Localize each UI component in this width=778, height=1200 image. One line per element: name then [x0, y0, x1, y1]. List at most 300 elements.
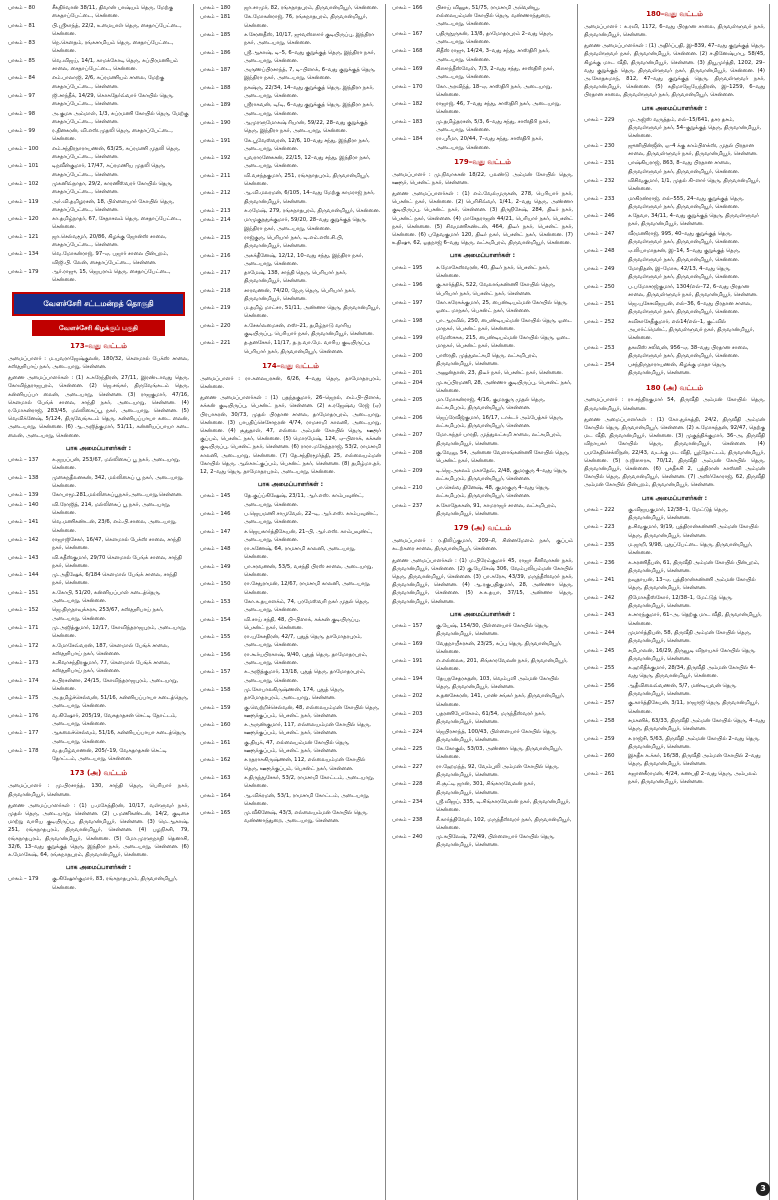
member-details: மு.கபிலேஷ், 72/49, பிள்ளையார் கோயில் தெரு, திருவான்மியூர், சென்னை. [436, 834, 555, 849]
part-number: பாகம் – 260 [584, 753, 615, 760]
part-number: பாகம் – 84 [8, 75, 36, 82]
list-item [584, 594, 765, 610]
part-number: பாகம் – 258 [584, 718, 615, 724]
list-item [392, 675, 573, 691]
member-details: தசுவிஸ் சலிவன், 956–ஏ, 38–வது பிரதான சாலை, திருவள்ளுவர் நகர், திருவான்மியூர், சென்னை. [628, 344, 749, 359]
list-item [200, 668, 381, 684]
member-details: வ.தமிழ்வாணன், 205/–19, வேகதாதசன் செட்டி தோட்டம், அடையாறு, சென்னை. [52, 748, 167, 763]
member-details: மோதிதன், இ–மோசு, 42/13, 4–வது தெரு, திருவள்ளுவர் நகர், திருவான்மியூர், சென்னை. [628, 265, 740, 281]
member-details: க.சேகர்லமைசன், எஸ்–21, தமிழ்நாடு வாரிய குடியிருப்பு, பெரியார் நகர், திருவான்மியூர், சென்னை. [244, 322, 374, 338]
part-number: பாகம் – 158 [200, 686, 231, 693]
part-number: பாகம் – 120 [8, 216, 39, 223]
member-details: கா.தமிழ்நாதர், 67, சேதாசலம் தெரு, சைதாப்பேட்டை, சென்னை. [52, 216, 182, 231]
list-item [584, 523, 765, 539]
list-item [584, 177, 765, 193]
part-number: பாகம் – 151 [8, 589, 39, 596]
list-item [392, 83, 573, 99]
deputy-organizers-paragraph: துணை அமைப்பாளர்கள் : (1) ம.பிரேம்குமார் 45, ராஜா சீனிவாசன் நகர், திருவான்மியூர், சென்னை. (2) கு.யேசேஷ் 306, வேம்புலியம்மன் கோயில் தெரு, திருவான்மியூர், சென்னை. (3) பா.சுரேசு, 43/39, மருந்தீஸ்வரர் நகர், திருவான்மியூர், சென்னை. (4) ஆ.ரகுபதிகுமார், 28, அண்ணா தெரு, திருவான்மியூர், சென்னை. (5) ச.சு.தயா, 37/15, அண்ணா தெரு, திருவான்மியூர், சென்னை. [392, 557, 573, 605]
part-number: பாகம் – 243 [584, 612, 615, 619]
member-details: பா.ஆரவில், 250, பைண்டியம்மன் கோயில் தெரு, ஓடை மாநகர், பெசன்ட் நகர், சென்னை. [436, 317, 572, 332]
list-item [584, 195, 765, 211]
part-number: பாகம் – 229 [584, 116, 615, 123]
part-number: பாகம் – 238 [392, 816, 423, 823]
deputy-organizers-paragraph: துணை அமைப்பாளர்கள் : (1) எம்.வேல்முருகன், 278, பெரியார் நகர், பெசன்ட் நகர், சென்னை. (2) பெரிசிவ்வர், 1/41, 2–வது தெரு, அண்ணா குடியிருப்பு, பெசன்ட் நகர், சென்னை. (3) திருநிசேஷ், 284, திடீர் நகர், பெசன்ட் நகர், சென்னை. (4) மாசேதராஜன் 44/21, பெரியார் நகர், பெசன்ட் நகர், சென்னை. (5) சிவமணிகண்டன், 464, திடீர் நகர், பெசன்ட் நகர், சென்னை. (6) பதேவகுமார் 120, திடீர் நகர், பெசன்ட் நகர், சென்னை. (7) உதிஷு, 62, ஓதநாஜ் 6–வது தெரு, லட்சுமிபுரம், திருவான்மியூர், சென்னை. [392, 191, 573, 247]
list-item [8, 659, 189, 675]
ward-heading: 174–வது வட்டம் [262, 361, 319, 370]
member-details: கோபாமூ.281,மல்லிகைப்பூநகர்,அடையாறு,சென்னை. [52, 492, 183, 499]
member-details: கு.யேஷ், 154/30, பிள்ளையார் கோயில் தெரு, திருவான்மியூர், சென்னை. [436, 623, 549, 638]
list-item [392, 299, 573, 315]
part-number: பாகம் – 182 [392, 101, 423, 108]
part-number: பாகம் – 147 [200, 528, 231, 535]
list-item [392, 65, 573, 81]
part-number: பாகம் – 212 [200, 190, 231, 197]
member-details: க.மோசேவ்வரன், 187, கௌமால் பேங்க் சாலை, கஸ்தூரிபாய் நகர், சென்னை. [52, 642, 170, 657]
member-details: ரா.புரீமா, 20/44, 7–வது சந்து, சாஸ்திரி நகர், அடையாறு, சென்னை. [436, 136, 544, 151]
list-item [200, 721, 381, 737]
part-number: பாகம் – 101 [8, 163, 39, 170]
part-number: பாகம் – 165 [200, 810, 231, 817]
list-item [8, 729, 189, 745]
list-item [392, 135, 573, 151]
part-number: பாகம் – 138 [8, 474, 39, 481]
member-details: கு.கிஷோர்குமார், 83, ரங்கநாதபுரம், திருவான்மியூர், சென்னை. [52, 876, 178, 891]
part-number: பாகம் – 244 [584, 630, 615, 637]
part-number: பாகம் – 164 [200, 792, 231, 799]
section-subheading: பாக அமைப்பாளர்கள் : [641, 494, 708, 502]
part-number: பாகம் – 143 [8, 554, 39, 561]
part-number: பாகம் – 139 [8, 492, 39, 499]
part-number: பாகம் – 179 [8, 268, 39, 275]
part-number: பாகம் – 149 [200, 563, 231, 570]
part-number: பாகம் – 257 [584, 700, 615, 707]
part-number: பாகம் – 255 [584, 665, 615, 672]
part-number: பாகம் – 247 [584, 230, 615, 237]
part-number: பாகம் – 173 [8, 660, 39, 667]
deputy-organizers-paragraph: துணை அமைப்பாளர்கள் : (1) பதந்தகுமார், 26–ஜெரல், எம்.பி–பிளாக், கக்கன் குடியிருப்பு, பெசன்ட் நகர், சென்னை. (2) க.ரஜேஷ்வ ரேஜ் (ஏ) பிரபாகரன், 30/73, முதல் பிரதான சாலை, தாமோதரபுரம், அடையாறு, சென்னை. (3) பாபதிப்செசோநரன் 4/74, ராமசாமி காலனி, அடையாறு, சென்னை. (4) சூதுதாள், 47, எல்லை அம்மன் கோயில் தெரு, ஊரூர் குப்பம், பெசன்ட் நகர், சென்னை. (5) மொரமேஷ், 124, ஏ–பிளாக், கக்கன் குடியிருப்பு, பெசன்ட் நகர், சென்னை. (6) ராரா.மகேந்தராஜ், 53/2, ராமசாமி காலனி, அடையாறு, சென்னை. (7) தே.சந்திரமூர்த்தி, 25, எல்லையம்மன் கோயில் தெரு, ஆல்காட்குப்பம், பெசன்ட் நகர், சென்னை. (8) தமிழ்மா.தர், 12, 2–வது தெரு, தாமோதரபுரம், அடையாறு, சென்னை. [200, 395, 381, 475]
member-details: ச.தனசேகரன், 141, பாண் சங்கர் நகர், திருவான்மியூர், சென்னை. [436, 693, 565, 708]
member-details: எம்.பாலாஜி, 2/6, சுப்ரமணியம் சாலை, மேற்கு சைதாப்பேட்டை, சென்னை. [52, 75, 165, 90]
section-subheading: பாக அமைப்பாளர்கள் : [65, 864, 132, 872]
list-item [8, 642, 189, 658]
member-details: சமிபாலன், 16/29, திருவூடி விநாயகர் கோயில் தெரு, திருவான்மியூர், சென்னை. [628, 647, 756, 662]
list-item [200, 686, 381, 702]
member-details: கிஸாந்தீஸ்வேள், 7/3, 2–வது சந்து, சாஸ்திரி நகர், அடையாறு, சென்னை. [436, 65, 555, 81]
part-number: பாகம் – 81 [8, 22, 36, 29]
part-number: பாகம் – 140 [8, 501, 39, 508]
part-number: பாகம் – 231 [584, 160, 615, 167]
part-number: பாகம் – 219 [200, 305, 231, 312]
member-details: கு.கார்த்திக், 522, வேலாங்கண்ணி கோயில் தெரு, பெரியார் நகர், பெசன்ட் நகர், சென்னை. [436, 282, 556, 297]
list-item [200, 528, 381, 544]
part-number: பாகம் – 99 [8, 128, 36, 135]
member-details: மோ.சுந்தர் பாரதி, முத்துலட்சுமி சாலை, லட்சுமிபுரம், திருவான்மியூர், சென்னை. [436, 432, 562, 447]
organizer-paragraph: அமைப்பாளர் : ர.திலிப்குமார், 209–சி, சின்னமேளம் நகர், குப்பம் கடற்கரை சாலை, திருவான்மியூர், சென்னை. [392, 538, 573, 553]
member-details: டி.ஜெ.அசுலம் மகாதேவ், 2/48, குமரகுரு 4–வது தெரு, லட்சுமிபுரம், திருவான்மியூர், சென்னை. [436, 467, 568, 482]
part-number: பாகம் – 232 [584, 177, 615, 184]
part-number: பாகம் – 240 [392, 834, 423, 841]
member-list [584, 116, 765, 378]
part-number: பாகம் – 163 [200, 774, 231, 781]
member-details: வீரமணிராஜ், 995, 40–வது குறுக்குத் தெரு, திருவள்ளுவர் நகர், திருவான்மியூர், சென்னை. [628, 230, 740, 245]
list-item [8, 501, 189, 517]
list-item [392, 763, 573, 779]
part-number: பாகம் – 210 [392, 485, 423, 492]
member-details: கு.வெற்றிச்செல்வன், 48, எல்லையம்மன் கோயில் தெரு, ஊரூர்குப்பம், பெசன்ட் நகர், சென்னை. [244, 704, 380, 719]
member-details: வெ.மோகன்ராஜ், 97–ஏ, பஜார் சாலை பின்புறம், விஜி.பி. லேன், சைதாப்பேட்டை, சென்னை. [52, 251, 169, 266]
part-number: பாகம் – 184 [392, 136, 423, 143]
part-number: பாகம் – 221 [200, 340, 231, 347]
part-number: பாகம் – 160 [200, 722, 231, 729]
list-item [200, 739, 381, 755]
list-item [8, 198, 189, 214]
member-details: எம்.சந்திரநாராயணன், 63/25, சுப்ரமணி முதலி தெரு, சைதாப்பேட்டை, சென்னை. [52, 145, 181, 160]
list-item [392, 798, 573, 814]
part-number: பாகம் – 259 [584, 735, 615, 742]
part-number: பாகம் – 203 [392, 710, 423, 717]
member-list [392, 4, 573, 152]
member-details: ப.பமோசரஜ்குமார், 1304/எல்–72, 6–வது பிரதான சாலை, திருவள்ளுவர் நகர், திருவான்மியூர், சென்னை. [628, 283, 758, 298]
part-number: பாகம் – 169 [392, 640, 423, 647]
column-4 [584, 4, 770, 1200]
ward-heading: 180 (அ) வட்டம் [645, 383, 704, 392]
part-number: பாகம் – 251 [584, 301, 615, 308]
member-details: மு.கோபாலகிருஷ்ணன், 174, புதுத் தெரு, தாமோதரபுரம், அடையாறு, சென்னை. [244, 686, 345, 702]
part-number: பாகம் – 181 [200, 14, 231, 21]
member-list [200, 492, 381, 825]
list-item [392, 264, 573, 280]
part-number: பாகம் – 80 [8, 5, 36, 11]
part-number: பாகம் – 216 [200, 252, 231, 259]
part-number: பாகம் – 169 [392, 65, 423, 72]
list-item [200, 774, 381, 790]
part-number: பாகம் – 252 [584, 318, 615, 325]
member-details: ச.ராஜ்சி, 5/63, திருவீதி அம்மன் கோயில் 2–வது தெரு, திருவான்மியூர், சென்னை. [628, 735, 760, 750]
member-details: டிநவீன்குமார், 17/47, சுப்ரமணிய முதலி தெரு, சைதாப்பேட்டை, சென்னை. [52, 163, 166, 178]
part-number: பாகம் – 187 [200, 67, 231, 74]
list-item [8, 606, 189, 622]
list-item [584, 265, 765, 281]
column-2 [200, 4, 386, 1200]
list-item [392, 352, 573, 368]
list-item [200, 154, 381, 170]
part-number: பாகம் – 198 [392, 317, 423, 324]
list-item [200, 633, 381, 649]
list-item [200, 598, 381, 614]
list-item [584, 247, 765, 263]
member-details: முகைநதீலனகன், 342, மல்லிகைப் பூ நகர், அடையாறு, சென்னை. [52, 474, 184, 489]
member-details: க.கரணிதீபன், 61, திருவீதி அம்மன் கோயில் பின்புறம், திருவான்மியூர், சென்னை. [628, 559, 760, 574]
member-details: ச.அருண்குமார், 117, எல்லையம்மன் கோயில் தெரு, ஊரூர்குப்பம், பெசன்ட் நகர், சென்னை. [244, 722, 371, 737]
part-number: பாகம் – 204 [392, 379, 423, 386]
part-number: பாகம் – 97 [8, 92, 36, 99]
member-list [392, 264, 573, 519]
list-item [8, 747, 189, 763]
member-details: ஆர்.ராஜு, 15, ஜெயராம் தெரு, சைதாப்பேட்டை, சென்னை. [52, 268, 171, 284]
member-details: மா.மோகன்ராஜ், 4/16, குமரகுரு முதல் தெரு, லட்சுமிபுரம், திருவான்மியூர், சென்னை. [436, 397, 546, 412]
member-details: கே.கோகுல், 53/03, அண்ணா தெரு, திருவான்மியூர், சென்னை. [436, 746, 563, 761]
member-list [8, 875, 189, 891]
member-details: கு.தியுக், 47, எல்லையம்மன் கோயில் தெரு, ஊரூர்குப்பம், பெசன்ட் நகர், சென்னை. [244, 739, 350, 754]
list-item [584, 142, 765, 158]
list-item [584, 300, 765, 316]
list-item [584, 230, 765, 246]
member-details: சி.சூட்டி ஜான், 301, சிங்காரவேலன் நகர், திருவான்மியூர், சென்னை. [436, 781, 536, 796]
constituency-banner: வேளச்சேரி சட்டமன்றத் தொகுதி [12, 292, 185, 316]
member-details: மு.அஜ்ஸ் வருத்தம், எல்–15/641, தசர தசம், திருவள்ளுவர் நகர், 54–குறுக்குத் தெரு, திருவான்மியூர், சென்னை. [628, 116, 762, 140]
part-number: பாகம் – 207 [392, 432, 423, 439]
ward-heading: 179–வது வட்டம் [454, 157, 511, 166]
part-number: பாகம் – 224 [392, 728, 423, 735]
member-details: மு.தமிழ்தரசன், 5/3, 6–வது சந்து, சாஸ்திரி நகர், அடையாறு, சென்னை. [436, 118, 551, 133]
member-details: ஆகலைச்செல்வம், 51/16, கன்னியப்பாயா கடைத்தெரு, அடையாறு, சென்னை. [52, 730, 187, 745]
member-details: ரா.ஹேமந்த், 92, வேம்புலி அம்மன் கோயில் தெரு, திருவான்மியூர், சென்னை. [436, 763, 559, 778]
member-details: கு.வேலு, 54, அன்னை வேளாங்கண்ணி கோயில் தெரு, பெசன்ட் நகர், சென்னை. [436, 450, 570, 465]
part-number: பாகம் – 222 [584, 506, 615, 513]
member-details: த.தனசேகர், 11/17, த.ந.வா.மே. வாரிய குடியிருப்பு, பெரியார் நகர், திருவான்மியூர், சென்னை. [244, 340, 371, 355]
member-details: வ.கிஷோர், 205/19, வேகதாதசன் செட்டி தோட்டம், அடையாறு, சென்னை. [52, 712, 177, 728]
part-number: பாகம் – 253 [584, 344, 615, 351]
list-item [392, 431, 573, 447]
member-details: கே.மோகன்ராஜ், 76, ரங்கநாதபுரம், திருவான்மியூர், சென்னை. [244, 14, 368, 29]
list-item [392, 502, 573, 518]
list-item [200, 322, 381, 338]
list-item [8, 712, 189, 728]
member-details: கோ.அரவிந்த், 18–ஏ, சாஸ்திரி நகர், அடையாறு, சென்னை. [436, 83, 553, 98]
deputy-organizers-paragraph: துணை அமைப்பாளர்கள் : (1) க.சுரேந்திரன், 27/11, இரண்டாவது தெரு, கோவிந்தராஜபுரம், சென்னை. (2) ஜெ.சங்கர், திருவேங்கடம் தெரு, கன்னியப்பா லைன், அடையாறு, சென்னை. (3) ராஜகுமார், 47/16, கௌமால் பேங்க் சாலை, சாந்தி நகர், அடையாறு, சென்னை. (4) ர.மோகன்ராஜ், 283/45, மல்லிகைப்பூ நகர், அடையாறு, சென்னை. (5) வெவிக்னேஷ், 5/124, திருவேங்கடம் தெரு, கன்னியப்பாயா கடை லைன், அடையாறு, சென்னை. (6) ஆ.அஜித்குமார், 51/11, கன்னியப்பாயா கடை லைன், அடையாறு, சென்னை. [8, 375, 189, 439]
section-subheading: பாக அமைப்பாளர்கள் : [449, 252, 516, 260]
part-number: பாகம் – 85 [8, 57, 36, 64]
member-details: ஸ்ரீ.விஜய், 335, டி.சிங்காரவேலன் நகர், திருவான்மியூர், சென்னை. [436, 798, 571, 814]
part-number: பாகம் – 233 [584, 195, 615, 202]
part-number: பாகம் – 159 [200, 704, 231, 711]
member-details: க.ஜயப்பன், 253/67, மல்லிகைப் பூ நகர், அடையாறு, சென்னை. [52, 457, 181, 472]
list-item [8, 127, 189, 143]
list-item [8, 554, 189, 570]
member-details: க.சிவாசந்திரகுமார், 77, கௌமால் பேங்க் சாலை, கஸ்தூரிபாய் நகர், சென்னை. [52, 660, 171, 675]
member-details: பதரணிபோகோம், 61/54, மருந்தீஸ்வரர் நகர், திருவான்மியூர், சென்னை. [436, 710, 546, 726]
part-number: பாகம் – 228 [392, 781, 423, 788]
member-details: ம.ஜாறி, 9/98, புதுப்பேட்டை தெரு, திருவான்மியூர், சென்னை. [628, 542, 753, 557]
part-number: பாகம் – 98 [8, 110, 36, 117]
list-item [392, 833, 573, 849]
part-number: பாகம் – 137 [8, 457, 39, 464]
member-details: கு.விஜயகுமார், 12/38–1, மேட்டுத் தெரு, திருவான்மியூர், சென்னை. [628, 506, 729, 522]
list-item [392, 728, 573, 744]
list-item [200, 216, 381, 232]
part-number: பாகம் – 241 [584, 577, 615, 584]
part-number: பாகம் – 194 [392, 675, 423, 682]
ward-heading: 173 (அ) வட்டம் [69, 769, 128, 778]
list-item [392, 780, 573, 796]
list-item [584, 559, 765, 575]
list-item [392, 414, 573, 430]
member-details: ஸ்ரீராகவன், டி/டி, 6–வது குறுக்குத் தெரு, இந்திரா நகர், அடையாறு, சென்னை. [244, 102, 374, 117]
list-item [584, 361, 765, 377]
list-item [8, 250, 189, 266]
member-details: கோ.க.தயாளக்ம், 74, பரமேஸ்வரி நகர் முதல் தெரு, அடையாறு, சென்னை. [244, 599, 370, 614]
list-item [200, 651, 381, 667]
part-number: பாகம் – 180 [200, 5, 231, 11]
organizer-paragraph: அமைப்பாளர் : மு.பிரசாந்த், 130, சாந்தி தெரு, பெரியார் நகர், திருவான்மியூர், சென்னை. [8, 783, 189, 798]
list-item [392, 4, 573, 29]
deputy-organizers-paragraph: துணை அமைப்பாளர்கள் : (1) ப.மகேந்திரன், 10/17, வள்ளுவர் நகர், முதல் தெரு, அடையாறு, சென்னை. (2) ப.மணிகண்டன், 14/2, குடிசை மாற்று வாரிய குடியிருப்பு, திருவான்மியூர், சென்னை. (3) மெ.ஆகாஷ், 251, ரங்கநாதபுரம், திருவான்மியூர், சென்னை. (4) பழநிசுசி, 79, ரங்கநாதபுரம், திருவான்மியூர், சென்னை. (5) மோ.முரளுநாதி தெனாசி, 32/6, 13–வது குறுக்குத் தெரு, இந்திரா நகர், அடையாறு, சென்னை. (6) க.மோகேஷ், 64, ரங்கநாதபுரம், திருவான்மியூர், சென்னை. [8, 802, 189, 858]
list-item [8, 589, 189, 605]
member-details: ராஜாஜிசேகர், 16/47, கௌமால் பேக்ஸ் சாலை, சாந்தி நகர், சென்னை. [52, 536, 181, 552]
member-details: அனுன்தான், 23, திடீர் நகர், பெசன்ட் நகர், சென்னை. [436, 370, 563, 377]
list-item [8, 74, 189, 90]
member-details: ஜெப்ரேவீஜ்குமார், 16/17, டாக்டர் அம்பேத்கர் தெரு, லட்சுமிபுரம், திருவான்மியூர், சென்னை. [436, 414, 564, 430]
part-number: பாகம் – 211 [200, 172, 231, 179]
list-item [584, 541, 765, 557]
member-details: ராஜ்குரு, பெரியார் நகர், டி.எம்.எஸ்.சி.பி, திருவான்மியூர், சென்னை. [244, 234, 344, 250]
ward-heading: 180–வது வட்டம் [646, 10, 703, 18]
part-number: பாகம் – 227 [392, 763, 423, 770]
list-item [392, 449, 573, 465]
member-details: பா.சரவணன், 53/5, வசந்தி பிரஸ் சாலை, அடையாறு, சென்னை. [244, 563, 374, 579]
member-details: அசுக்தீனேஷ், 12/12, 10–வது சந்து, இந்திரா நகர், அடையாறு, சென்னை. [244, 252, 364, 267]
part-number: பாகம் – 245 [584, 647, 615, 654]
section-subheading: பாக அமைப்பாளர்கள் : [641, 104, 708, 112]
part-number: பாகம் – 166 [392, 5, 423, 11]
member-details: ஜெ.யுசேசவிஜயன், எல்–36, 6–வது பிரதான சாலை, திருவள்ளுவர் நகர், திருவான்மியூர், சென்னை. [628, 301, 752, 316]
list-item [200, 101, 381, 117]
member-details: ஆ.வி.மலரமன், 6/105, 14–வது மேற்கு காமராஜ் நகர், திருவான்மியூர், சென்னை. [244, 190, 375, 205]
section-subheading: பாக அமைப்பாளர்கள் : [65, 444, 132, 452]
list-item [8, 571, 189, 587]
part-number: பாகம் – 225 [392, 746, 423, 753]
part-number: பாகம் – 256 [584, 682, 615, 689]
list-item [392, 369, 573, 377]
list-item [584, 344, 765, 360]
part-number: பாகம் – 218 [200, 287, 231, 294]
member-details: அ.குமசு அம்மாள், 1/3, சுப்ரமணி கோயில் தெரு, மேற்கு சைதாப்பேட்டை, சென்னை. [52, 110, 189, 125]
organizer-paragraph: அமைப்பாளர் : ரா.கலையரசன், 6/26, 4–வது தெரு, தாமோதரபுரம், சென்னை. [200, 375, 381, 390]
member-details: ர.தினகரன், வி.எஸ்.முதலி தெரு, சைதாப்பேட்டை, சென்னை. [52, 128, 173, 143]
member-details: ச.மோகேஸ்வரன், 40, திடீர் நகர், பெசன்ட் நகர், சென்னை. [436, 264, 550, 279]
list-item [584, 770, 765, 786]
part-number: பாகம் – 192 [200, 155, 231, 162]
list-item [8, 57, 189, 73]
list-item [584, 752, 765, 768]
list-item [200, 616, 381, 632]
list-item [392, 640, 573, 656]
member-details: க.ஹரிதீக்குமார், 28/34, திருவீதி அம்மன் கோயில் 4–வது தெரு, திருவான்மியூர், சென்னை. [628, 665, 756, 680]
list-item [8, 536, 189, 552]
part-number: பாகம் – 167 [392, 30, 423, 37]
member-details: சு.ரமேஷ், 279, ரங்கநாதபுரம், திருவான்மியூர், சென்னை. [244, 207, 381, 214]
part-number: பாகம் – 162 [200, 757, 231, 764]
member-details: ஜெ.திருநாவுக்கரசு, 253/67, கஸ்தூரிபாய் நகர், அடையாறு, சென்னை. [52, 607, 164, 622]
list-item [8, 22, 189, 38]
list-item [392, 47, 573, 63]
member-details: எ.எல்லைசு, 201, சிங்காரவேலன் நகர், திருவான்மியூர், சென்னை. [436, 658, 568, 673]
part-number: பாகம் – 156 [200, 651, 231, 658]
member-details: ஸ்ரீ.ஆகாஷ், டி–5, 6–வது குறுக்குத் தெரு, இந்திரா நகர், அடையாறு, சென்னை. [244, 49, 376, 64]
list-item [584, 664, 765, 680]
part-number: பாகம் – 249 [584, 265, 615, 272]
list-item [200, 287, 381, 303]
list-item [584, 647, 765, 663]
member-details: வி.சாய் சந்தி, 48, பி–பிளாக், கக்கன் குடியிருப்பு, பெசன்ட் நகர், சென்னை. [244, 616, 361, 631]
member-details: வி.சுதீஸ்குமார், 29/70 கௌமால் பேங்க் சாலை, சாந்தி நகர், சென்னை. [52, 554, 182, 569]
part-number: பாகம் – 191 [392, 658, 423, 665]
list-item [392, 100, 573, 116]
list-item [584, 283, 765, 299]
list-item [584, 717, 765, 733]
list-item [200, 252, 381, 268]
part-number: பாகம் – 144 [8, 572, 39, 579]
list-item [200, 704, 381, 720]
member-details: அருணப்பிரசாந்த், 7, டி–பிளாக், 6–வது குறுக்குத் தெரு, இந்திரா நகர், அடையாறு, சென்னை. [244, 67, 376, 82]
list-item [200, 84, 381, 100]
part-number: பாகம் – 157 [392, 623, 423, 630]
member-details: சீகதிர்வான் 38/11, திவான் பாஷ்யம் தெரு, மேற்கு கைதாப்பேட்டை, சென்னை. [52, 5, 173, 20]
list-item [200, 31, 381, 47]
part-number: பாகம் – 209 [392, 467, 423, 474]
list-item [584, 735, 765, 751]
member-details: ச.சேரனதீஸ், 10/17, ஜுவஸ்ஸார் குடியிருப்பு, இந்திரா நகர், அடையாறு, சென்னை. [244, 31, 375, 47]
member-details: பாஷ்கியராஜ், 863, 8–வது பிரதான சாலை, திருவள்ளுவர் நகர், திருவான்மியூர், சென்னை. [628, 160, 740, 175]
list-item [8, 624, 189, 640]
member-details: மாகிரண்ராஜ், எல்–555, 24–வது குறுக்குத் தெரு, திருவள்ளுவர் நகர், திருவான்மியூர், சென்னை. [628, 195, 744, 210]
column-1 [8, 4, 194, 1200]
member-details: ஏ.லியாமாதசன், இ–14, 5–வது குறுக்குத் தெரு, திருவள்ளுவர் நகர், திருவான்மியூர், சென்னை. [628, 248, 741, 263]
member-details: ச.ரதராசுகிருஷ்ணன், 112, எல்லையம்மன் கோயில் தெரு, ஊரூர்குப்பம், பெசன்ட் நகர், சென்னை. [244, 757, 366, 772]
list-item [584, 116, 765, 141]
part-number: பாகம் – 83 [8, 40, 36, 47]
list-item [584, 682, 765, 698]
list-item [8, 491, 189, 499]
part-number: பாகம் – 246 [584, 213, 615, 220]
member-details: நிமோசுதீஸ்கோர், 12/38–1, மேட்டுத் தெரு, திருவான்மியூர், சென்னை. [628, 594, 733, 610]
member-details: க.அஜித்குமார், 13/18, புதுத் தெரு, தாமோதரபுரம், அடையாறு, சென்னை. [244, 669, 366, 684]
list-item [584, 629, 765, 645]
list-item [200, 234, 381, 250]
member-details: வி.ரோஜித், 214, மல்லிகைப் பூ நகர், அடையாறு, சென்னை. [52, 501, 171, 516]
part-number: பாகம் – 254 [584, 362, 615, 369]
member-details: வேதநாயீசுரகன், 23/25, கப்பு தெரு, திருவான்மியூர், சென்னை. [436, 640, 562, 655]
part-number: பாகம் – 172 [8, 642, 39, 649]
ward-heading: 173–வது வட்டம் [70, 342, 127, 350]
member-details: முகனிவ்நாதா, 29/2, காரணீஸ்வரர் கோயில் தெரு, சைதாப்பேட்டை, சென்னை. [52, 180, 173, 196]
member-details: மு.அஜித்குமார், 12/17, கோவிந்தராஜபுரம், அடையாறு, சென்னை. [52, 624, 187, 640]
list-item [8, 474, 189, 490]
list-item [392, 692, 573, 708]
part-number: பாகம் – 134 [8, 251, 39, 258]
part-number: பாகம் – 186 [200, 49, 231, 56]
list-item [8, 180, 189, 196]
member-list [392, 622, 573, 850]
member-details: பா.செல்வ தினேஷ், 48, குமரகுரு 4–வது தெரு, லட்சுமிபுரம், திருவான்மியூர், சென்னை. [436, 485, 550, 500]
member-details: சமகனிக், 63/33, திருவீதி அம்மன் கோயில் தெரு, 4–வது தெரு, திருவான்மியூர், சென்னை. [628, 718, 765, 733]
part-number: பாகம் – 236 [584, 559, 615, 566]
part-number: பாகம் – 223 [584, 524, 615, 531]
member-details: ச.ஜெயகார்த்திகேயன், 21–பி, ஆர்.எஸ். காம்பவுண்ட், அடையாறு, சென்னை. [244, 528, 373, 543]
list-item [200, 756, 381, 772]
list-item [392, 118, 573, 134]
member-details: யுவராரனேசுசன், 22/15, 12–வது சந்து, இந்திரா நகர், அடையாறு, சென்னை. [244, 155, 371, 170]
member-details: தேயநசேதரசுதன், 103, வெம்புளி அம்மன் கோயில் தெரு, திருவான்மியூர், சென்னை. [436, 675, 559, 690]
part-number: பாகம் – 201 [392, 370, 423, 377]
list-item [200, 66, 381, 82]
list-item [200, 580, 381, 596]
member-list [200, 4, 381, 356]
member-details: மு.சுப்பிரமணி, 28, அண்ணா குடியிருப்பு, பெசன்ட் நகர், சென்னை. [436, 379, 572, 394]
part-number: பாகம் – 189 [200, 102, 231, 109]
list-item [200, 563, 381, 579]
member-details: ஜா.செல்வமூர், 20/86, கிழக்கு ஜோன்ஸ் சாலை, சைதாப்பேட்டை, சென்னை. [52, 233, 167, 248]
